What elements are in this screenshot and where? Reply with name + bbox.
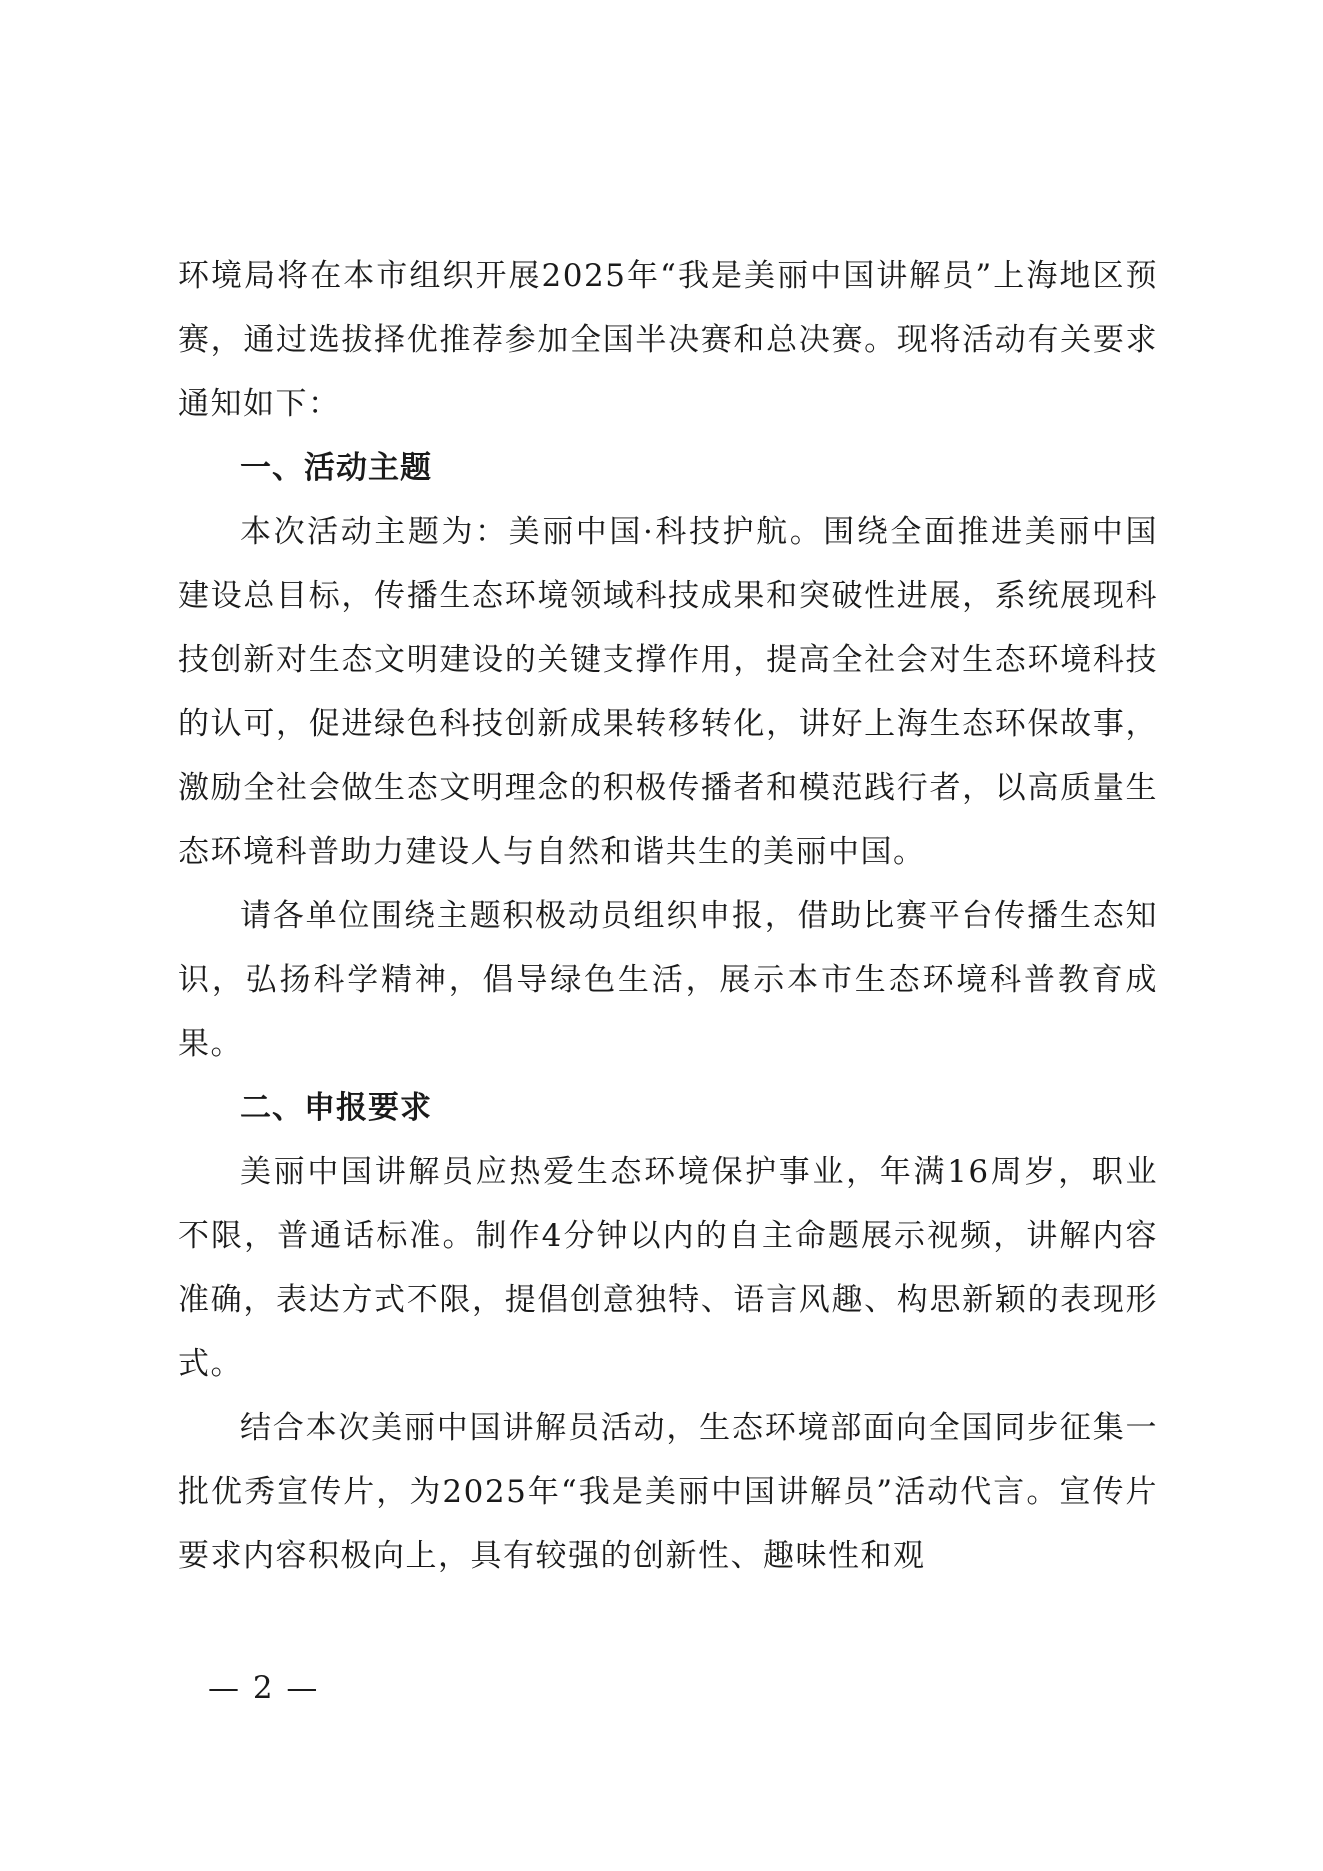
document-body bbox=[178, 244, 1158, 1588]
paragraph-theme-description: 本次活动主题为：美丽中国·科技护航。围绕全面推进美丽中国建设总目标，传播生态环境领域科技成果和突破性进展，系统展现科技创新对生态文明建设的关键支撑作用，提高全社会对生态环境科技的认可，促进绿色科技创新成果转移转化，讲好上海生态环保故事，激励全社会做生态文明理念的积极传播者和模范践行者，以高质量生态环境科普助力建设人与自然和谐共生的美丽中国。 bbox=[178, 514, 1158, 870]
page-number: — 2 — bbox=[208, 1670, 320, 1706]
paragraph-intro-continued: 环境局将在本市组织开展2025年“我是美丽中国讲解员”上海地区预赛，通过选拔择优推荐参加全国半决赛和总决赛。现将活动有关要求通知如下： bbox=[178, 258, 1158, 422]
paragraph-promo-video: 结合本次美丽中国讲解员活动，生态环境部面向全国同步征集一批优秀宣传片，为2025年“我是美丽中国讲解员”活动代言。宣传片要求内容积极向上，具有较强的创新性、趣味性和观 bbox=[178, 1410, 1158, 1574]
section-heading-theme: 一、活动主题 bbox=[240, 450, 432, 486]
paragraph-narrator-requirements: 美丽中国讲解员应热爱生态环境保护事业，年满16周岁，职业不限，普通话标准。制作4分钟以内的自主命题展示视频，讲解内容准确，表达方式不限，提倡创意独特、语言风趣、构思新颖的表现形式。 bbox=[178, 1154, 1158, 1382]
paragraph-mobilization: 请各单位围绕主题积极动员组织申报，借助比赛平台传播生态知识，弘扬科学精神，倡导绿色生活，展示本市生态环境科普教育成果。 bbox=[178, 898, 1158, 1062]
section-heading-requirements: 二、申报要求 bbox=[240, 1090, 432, 1126]
